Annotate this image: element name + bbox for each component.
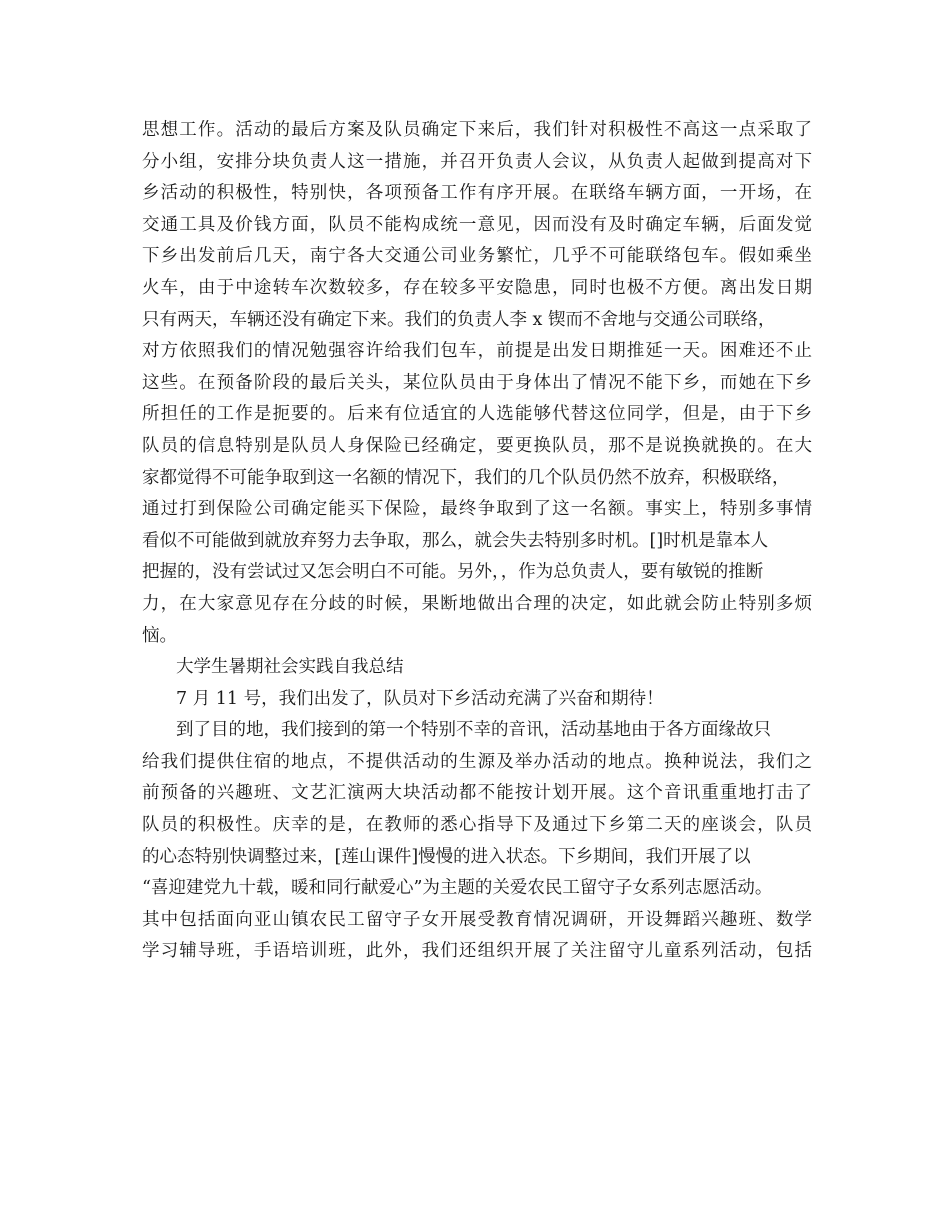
text-line: “喜迎建党九十载，暖和同行献爱心”为主题的关爱农民工留守子女系列志愿活动。: [142, 878, 773, 899]
text-line: 的心态特别快调整过来，[莲山课件]慢慢的进入状态。下乡期间，我们开展了以: [142, 846, 751, 867]
text-line: 学习辅导班，手语培训班，此外，我们还组织开展了关注留守儿童系列活动，包括: [142, 941, 812, 962]
text-line: 其中包括面向亚山镇农民工留守子女开展受教育情况调研，开设舞蹈兴趣班、数学: [142, 909, 812, 930]
text-line: 火车，由于中途转车次数较多，存在较多平安隐患，同时也极不方便。离出发日期: [142, 277, 812, 298]
text-line: 力，在大家意见存在分歧的时候，果断地做出合理的决定，如此就会防止特别多烦: [142, 593, 812, 614]
text-line: 交通工具及价钱方面，队员不能构成统一意见，因而没有及时确定车辆，后面发觉: [142, 214, 812, 235]
text-line: 分小组，安排分块负责人这一措施，并召开负责人会议，从负责人起做到提高对下: [142, 151, 812, 172]
text-line: 家都觉得不可能争取到这一名额的情况下，我们的几个队员仍然不放弃，积极联络，: [142, 467, 790, 488]
text-line: 给我们提供住宿的地点，不提供活动的生源及举办活动的地点。换种说法，我们之: [142, 751, 812, 772]
text-line: 到了目的地，我们接到的第一个特别不幸的音讯，活动基地由于各方面缘故只: [176, 720, 771, 741]
text-line: 7 月 11 号，我们出发了，队员对下乡活动充满了兴奋和期待！: [176, 688, 664, 709]
text-line: 把握的，没有尝试过又怎会明白不可能。另外，，作为总负责人，要有敏锐的推断: [142, 562, 764, 583]
text-line: 队员的信息特别是队员人身保险已经确定，要更换队员，那不是说换就换的。在大: [142, 435, 812, 456]
text-line: 前预备的兴趣班、文艺汇演两大块活动都不能按计划开展。这个音讯重重地打击了: [142, 783, 812, 804]
text-line: 队员的积极性。庆幸的是，在教师的悉心指导下及通过下乡第二天的座谈会，队员: [142, 815, 812, 836]
text-line: 乡活动的积极性，特别快，各项预备工作有序开展。在联络车辆方面，一开场，在: [142, 183, 812, 204]
text-line: 通过打到保险公司确定能买下保险，最终争取到了这一名额。事实上，特别多事情: [142, 499, 812, 520]
text-line: 这些。在预备阶段的最后关头，某位队员由于身体出了情况不能下乡，而她在下乡: [142, 372, 812, 393]
section-heading: 大学生暑期社会实践自我总结: [176, 657, 404, 678]
text-line: 看似不可能做到就放弃努力去争取，那么，就会失去特别多时机。[]时机是靠本人: [142, 530, 769, 551]
text-line: 对方依照我们的情况勉强容许给我们包车，前提是出发日期推延一天。困难还不止: [142, 341, 812, 362]
document-body: [142, 115, 812, 968]
text-line: 只有两天，车辆还没有确定下来。我们的负责人李 x 锲而不舍地与交通公司联络，: [142, 309, 776, 330]
text-line: 恼。: [142, 625, 177, 646]
text-line: 思想工作。活动的最后方案及队员确定下来后，我们针对积极性不高这一点采取了: [142, 120, 812, 140]
text-line: 所担任的工作是扼要的。后来有位适宜的人选能够代替这位同学，但是，由于下乡: [142, 404, 812, 425]
text-line: 下乡出发前后几天，南宁各大交通公司业务繁忙，几乎不可能联络包车。假如乘坐: [142, 246, 812, 267]
